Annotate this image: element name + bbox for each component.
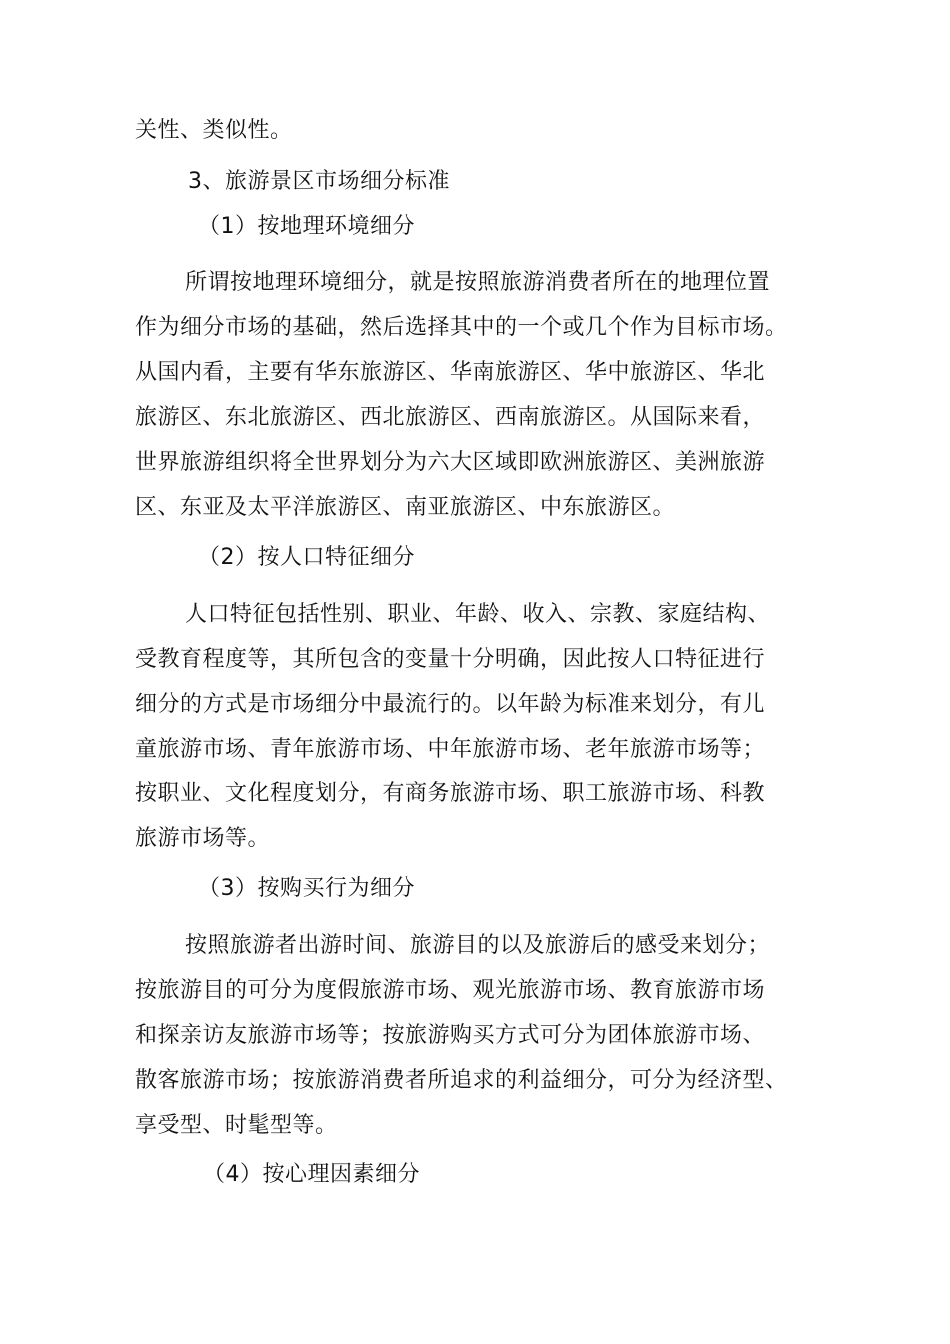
paragraph-line: 按照旅游者出游时间、旅游目的以及旅游后的感受来划分；	[185, 933, 771, 958]
subsection-heading: （1）按地理环境细分	[198, 214, 415, 239]
paragraph-line: 按旅游目的可分为度假旅游市场、观光旅游市场、教育旅游市场	[135, 978, 766, 1003]
paragraph-line: 人口特征包括性别、职业、年龄、收入、宗教、家庭结构、	[185, 602, 771, 627]
paragraph-line: 作为细分市场的基础，然后选择其中的一个或几个作为目标市场。	[135, 315, 788, 340]
paragraph-line: 区、东亚及太平洋旅游区、南亚旅游区、中东旅游区。	[135, 495, 676, 520]
paragraph-line: 散客旅游市场；按旅游消费者所追求的利益细分，可分为经济型、	[135, 1068, 788, 1093]
paragraph-line: 童旅游市场、青年旅游市场、中年旅游市场、老年旅游市场等；	[135, 737, 766, 762]
section-heading: 3、旅游景区市场细分标准	[188, 169, 450, 194]
text-line: 关性、类似性。	[135, 118, 293, 143]
paragraph-line: 旅游区、东北旅游区、西北旅游区、西南旅游区。从国际来看，	[135, 405, 766, 430]
subsection-heading: （3）按购买行为细分	[198, 876, 415, 901]
paragraph-line: 受教育程度等，其所包含的变量十分明确，因此按人口特征进行	[135, 647, 766, 672]
paragraph-line: 世界旅游组织将全世界划分为六大区域即欧洲旅游区、美洲旅游	[135, 450, 766, 475]
paragraph-line: 享受型、时髦型等。	[135, 1113, 338, 1138]
paragraph-line: 所谓按地理环境细分，就是按照旅游消费者所在的地理位置	[185, 270, 771, 295]
subsection-heading: （4）按心理因素细分	[203, 1162, 420, 1187]
paragraph-line: 和探亲访友旅游市场等；按旅游购买方式可分为团体旅游市场、	[135, 1023, 766, 1048]
paragraph-line: 从国内看，主要有华东旅游区、华南旅游区、华中旅游区、华北	[135, 360, 766, 385]
paragraph-line: 按职业、文化程度划分，有商务旅游市场、职工旅游市场、科教	[135, 781, 766, 806]
subsection-heading: （2）按人口特征细分	[198, 545, 415, 570]
paragraph-line: 细分的方式是市场细分中最流行的。以年龄为标准来划分，有儿	[135, 692, 766, 717]
paragraph-line: 旅游市场等。	[135, 826, 271, 851]
